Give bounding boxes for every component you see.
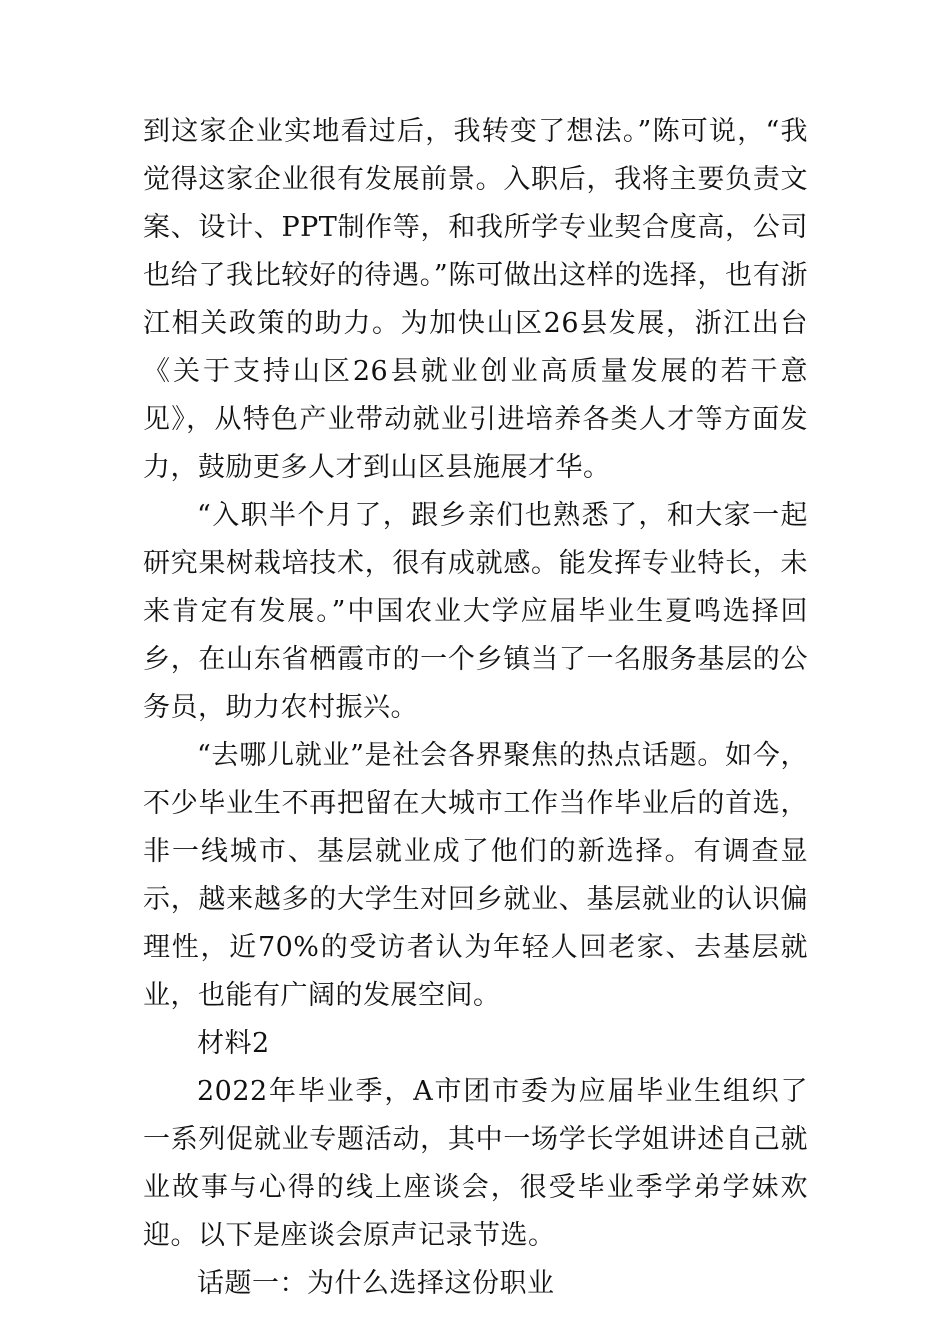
paragraph-4: 2022年毕业季，A市团市委为应届毕业生组织了一系列促就业专题活动，其中一场学长学姐讲述自己就业故事与心得的线上座谈会，很受毕业季学弟学妹欢迎。以下是座谈会原声记录节选。 (143, 1076, 808, 1251)
material-heading: 材料2 (197, 1028, 270, 1059)
paragraph-3: “去哪儿就业”是社会各界聚焦的热点话题。如今，不少毕业生不再把留在大城市工作当作毕业后的首选，非一线城市、基层就业成了他们的新选择。有调查显示，越来越多的大学生对回乡就业、基层就业的认识偏理性，近70%的受访者认为年轻人回老家、去基层就业，也能有广阔的发展空间。 (143, 740, 808, 1011)
paragraph-1: 到这家企业实地看过后，我转变了想法。”陈可说，“我觉得这家企业很有发展前景。入职后，我将主要负责文案、设计、PPT制作等，和我所学专业契合度高，公司也给了我比较好的待遇。”陈可做出这样的选择，也有浙江相关政策的助力。为加快山区26县发展，浙江出台《关于支持山区26县就业创业高质量发展的若干意见》，从特色产业带动就业引进培养各类人才等方面发力，鼓励更多人才到山区县施展才华。 (143, 116, 808, 483)
topic-heading: 话题一：为什么选择这份职业 (197, 1268, 555, 1299)
paragraph-2: “入职半个月了，跟乡亲们也熟悉了，和大家一起研究果树栽培技术，很有成就感。能发挥专业特长，未来肯定有发展。”中国农业大学应届毕业生夏鸣选择回乡，在山东省栖霞市的一个乡镇当了一名服务基层的公务员，助力农村振兴。 (143, 500, 808, 723)
document-body (143, 108, 808, 1308)
